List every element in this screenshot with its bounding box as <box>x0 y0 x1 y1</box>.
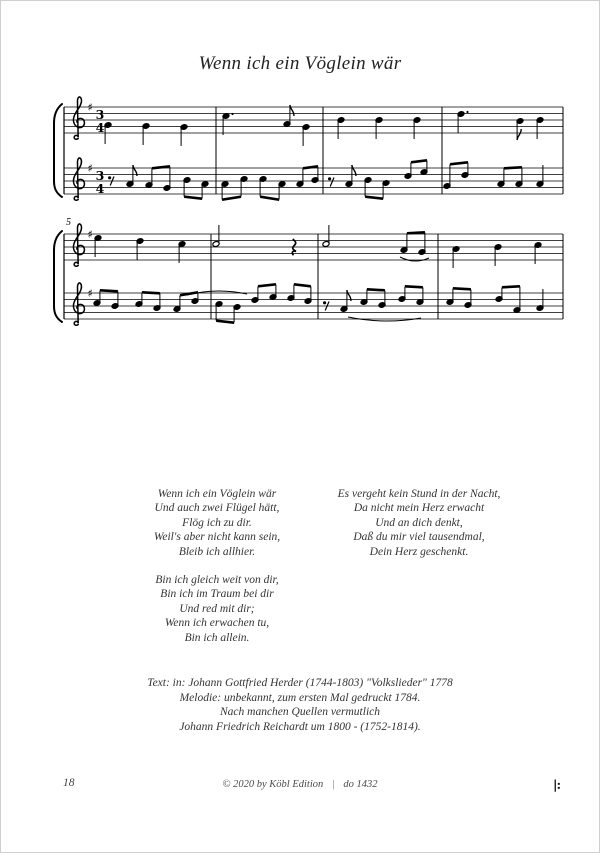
page-number: 18 <box>63 777 75 789</box>
lyric-line: Flög ich zu dir. <box>182 516 252 529</box>
separator-bar: | <box>332 779 335 790</box>
attribution-line: Johann Friedrich Reichardt um 1800 - (1752-1814). <box>179 720 421 733</box>
svg-text:3: 3 <box>95 107 105 122</box>
stanza-2 <box>101 573 333 645</box>
lyrics-column-left <box>101 487 333 645</box>
lyric-line: Dein Herz geschenkt. <box>369 545 469 558</box>
svg-text:♯: ♯ <box>87 101 93 114</box>
lyric-line: Wenn ich erwachen tu, <box>164 617 270 630</box>
lyric-line: Es vergeht kein Stund in der Nacht, <box>337 488 501 500</box>
lyric-line: Bleib ich allhier. <box>178 545 256 558</box>
svg-text:♯: ♯ <box>87 287 93 300</box>
lyric-line: Bin ich im Traum bei dir <box>160 588 274 601</box>
svg-text:5: 5 <box>66 217 71 228</box>
stanza-3 <box>303 487 535 559</box>
page-title: Wenn ich ein Vöglein wär <box>198 53 402 74</box>
lyric-line: Daß du mir viel tausendmal, <box>353 531 485 544</box>
lyric-line: Und auch zwei Flügel hätt, <box>154 502 280 515</box>
lyric-line: Da nicht mein Herz erwacht <box>353 502 485 515</box>
copyright-text: © 2020 by Köbl Edition <box>222 779 324 790</box>
lyric-line: Bin ich allein. <box>184 631 250 644</box>
copyright-line <box>1 779 599 790</box>
lyric-line: Und red mit dir; <box>179 602 255 615</box>
svg-text:3: 3 <box>95 168 105 183</box>
attribution-line: Text: in: Johann Gottfried Herder (1744-1803) "Volkslieder" 1778 <box>147 677 453 689</box>
lyrics-column-right <box>303 487 535 559</box>
lyric-line: Bin ich gleich weit von dir, <box>155 574 279 587</box>
attribution-line: Melodie: unbekannt, zum ersten Mal gedruckt 1784. <box>179 691 421 704</box>
svg-text:4: 4 <box>95 120 105 135</box>
svg-text:♯: ♯ <box>87 162 93 175</box>
svg-text:♯: ♯ <box>87 228 93 241</box>
stanza-1 <box>101 487 333 559</box>
attribution-line: Nach manchen Quellen vermutlich <box>220 706 380 719</box>
lyric-line: Wenn ich ein Vöglein wär <box>157 488 277 500</box>
begin-repeat-icon: |: <box>553 777 561 792</box>
lyric-line: Und an dich denkt, <box>375 516 463 529</box>
lyric-line: Weil's aber nicht kann sein, <box>153 531 281 544</box>
catalog-number: do 1432 <box>343 779 378 790</box>
svg-text:4: 4 <box>95 181 105 196</box>
attribution-block <box>1 676 599 734</box>
page-footer <box>1 777 599 797</box>
